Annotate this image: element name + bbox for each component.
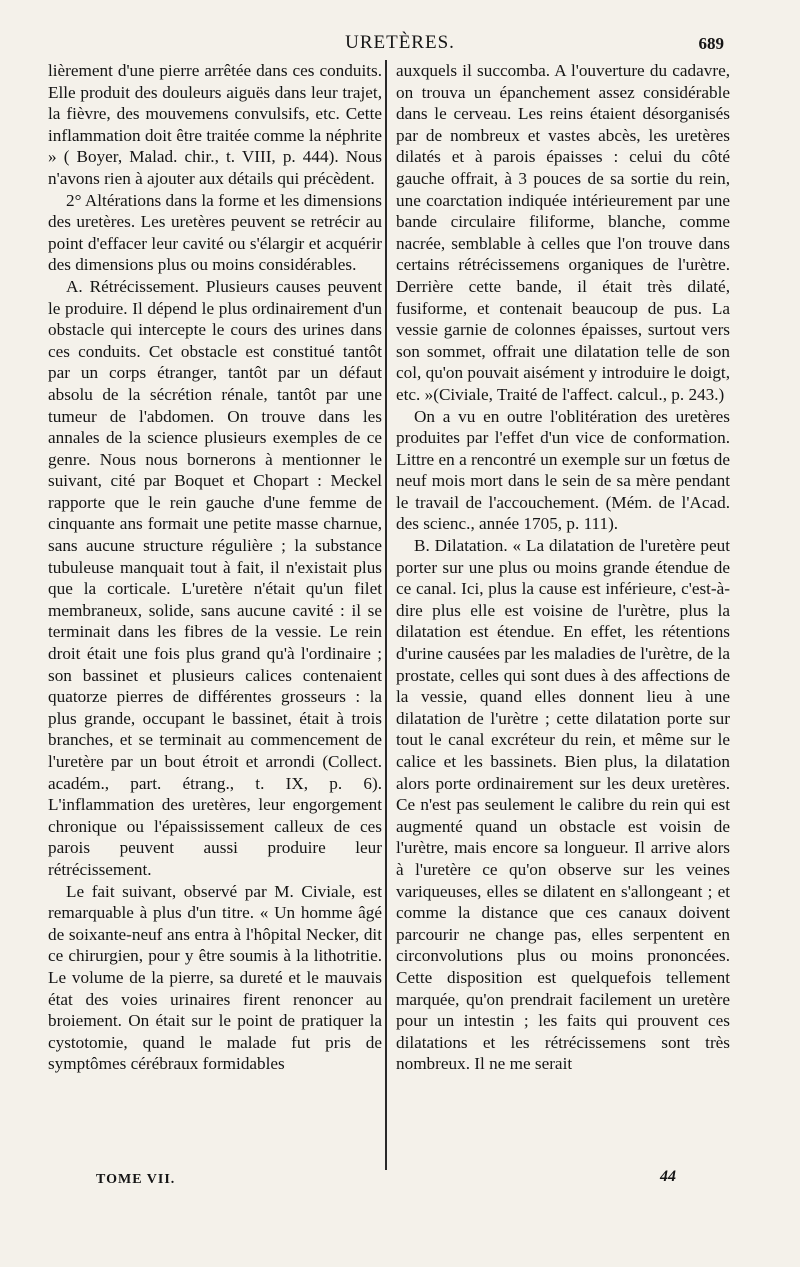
paragraph: Le fait suivant, observé par M. Civiale, est remarquable à plus d'un titre. « Un homme âgé de soixante-neuf ans entra à l'hôpital Necker, dit ce chirurgien, pour y être soumis à la lithotritie. Le volume de la pierre, sa dureté et le mauvais état des voies urinaires firent renoncer au broiement. On était sur le point de pratiquer la cystotomie, quand le malade fut pris de symptômes cérébraux formidables bbox=[48, 881, 382, 1074]
paragraph: lièrement d'une pierre arrêtée dans ces conduits. Elle produit des douleurs aiguës dans leur trajet, la fièvre, des mouvemens convulsifs, etc. Cette inflammation doit être traitée comme la néphrite » ( Boyer, Malad. chir., t. VIII, p. 444). Nous n'avons rien à ajouter aux détails qui précèdent. bbox=[48, 61, 382, 188]
running-head-title: URETÈRES. bbox=[345, 32, 455, 53]
paragraph: auxquels il succomba. A l'ouverture du cadavre, on trouva un épanchement assez considérable dans le cerveau. Les reins étaient désorganisés par de nombreux et vastes abcès, les uretères dilatés et à parois épaisses : celui du côté gauche offrait, à 3 pouces de sa sortie du rein, une coarctation indiquée intérieurement par une bande circulaire filiforme, blanche, comme nacrée, semblable à celles que l'on trouve dans certains rétrécissemens organiques de l'urètre. Derrière cette bande, il était très dilaté, fusiforme, et contenait beaucoup de pus. La vessie garnie de colonnes épaisses, surtout vers son sommet, offrait une dilatation telle de son col, qu'on pouvait aisément y introduire le doigt, etc. »(Civiale, Traité de l'affect. calcul., p. 243.) bbox=[396, 61, 730, 404]
signature-mark: 44 bbox=[660, 1168, 676, 1185]
paragraph: A. Rétrécissement. Plusieurs causes peuvent le produire. Il dépend le plus ordinairement d'un obstacle qui intercepte le cours des urines dans ces conduits. Cet obstacle est constitué tantôt par un corps étranger, tantôt par un défaut absolu de la sécrétion rénale, tantôt par une tumeur de l'abdomen. On trouve dans les annales de la science plusieurs exemples de ce genre. Nous nous bornerons à mentionner le suivant, cité par Boquet et Chopart : Meckel rapporte que le rein gauche d'une femme de cinquante ans formait une petite masse charnue, sans aucune structure régulière ; la substance tubuleuse manquait tout à fait, il n'existait plus que la corticale. L'uretère n'était qu'un filet membraneux, solide, sans aucune cavité : il se terminait dans les fibres de la vessie. Le rein droit était une fois plus grand qu'à l'ordinaire ; son bassinet et plusieurs calices contenaient quatorze pierres de différentes grosseurs : la plus grande, occupant le bassinet, était à trois branches, et se terminait au commencement de l'uretère par un bout étroit et arrondi (Collect. académ., part. étrang., t. IX, p. 6). L'inflammation des uretères, leur engorgement chronique ou l'épaississement calleux de ces parois peuvent aussi produire leur rétrécissement. bbox=[48, 276, 382, 879]
right-column bbox=[396, 60, 730, 1075]
paragraph: 2° Altérations dans la forme et les dimensions des uretères. Les uretères peuvent se retrécir au point d'effacer leur cavité ou s'élargir et acquérir des dimensions plus ou moins considérables. bbox=[48, 190, 382, 275]
paragraph: B. Dilatation. « La dilatation de l'uretère peut porter sur une plus ou moins grande étendue de ce canal. Ici, plus la cause est inférieure, c'est-à-dire plus elle est voisine de l'urètre, plus la dilatation est étendue. En effet, les rétentions d'urine causées par les maladies de l'urètre, de la prostate, celles qui sont dues à des affections de la vessie, quand elles donnent lieu à une dilatation de l'urètre ; cette dilatation porte sur tout le canal excréteur du rein, et même sur le calice et les bassinets. Bien plus, la dilatation alors porte ordinairement sur les deux uretères. Ce n'est pas seulement le calibre du rein qui est augmenté quand un obstacle est voisin de l'urètre, mais encore sa longueur. Il arrive alors à l'uretère ce qu'on observe sur les veines variqueuses, elles se dilatent en s'allongeant ; et comme la distance que ces canaux doivent parcourir ne change pas, elles serpentent en circonvolutions plus ou moins prononcées. Cette disposition est quelquefois tellement marquée, qu'on prendrait facilement un uretère pour un intestin ; les faits qui prouvent ces dilatations et les rétrécissemens sont très nombreux. Il ne me serait bbox=[396, 536, 730, 1074]
page-number: 689 bbox=[698, 34, 724, 53]
left-column bbox=[48, 60, 382, 1075]
volume-label: TOME VII. bbox=[96, 1172, 176, 1187]
column-divider bbox=[385, 60, 387, 1170]
paragraph: On a vu en outre l'oblitération des uretères produites par l'effet d'un vice de conformation. Littre en a rencontré un exemple sur un fœtus de neuf mois mort dans le sein de sa mère pendant le travail de l'accouchement. (Mém. de l'Acad. des scienc., année 1705, p. 111). bbox=[396, 406, 730, 534]
